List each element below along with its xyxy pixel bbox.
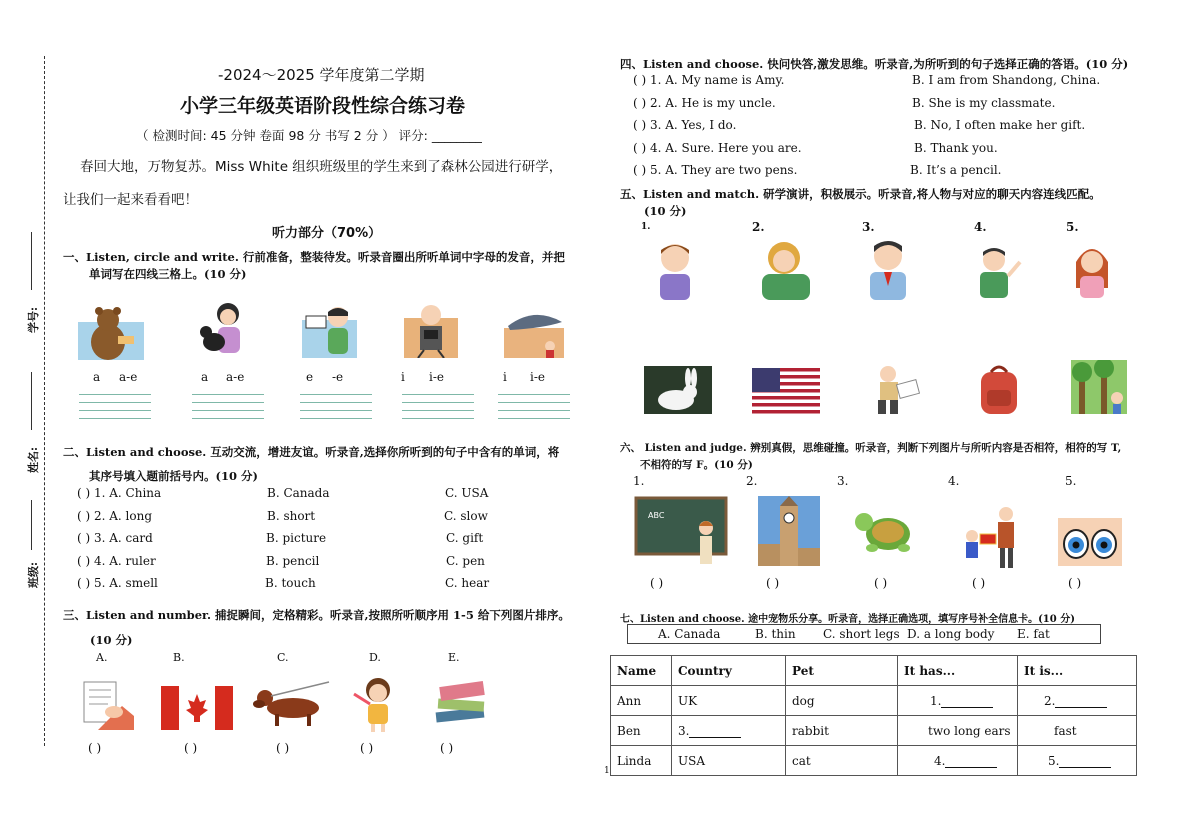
man-giving-gift-image xyxy=(960,506,1024,570)
class-line xyxy=(31,500,32,550)
writing-lines-1[interactable] xyxy=(79,394,151,422)
canada-flag-image xyxy=(161,686,233,730)
blank-5-cell[interactable] xyxy=(1018,746,1137,776)
boy-with-card-image xyxy=(302,306,357,358)
s4-q5[interactable]: ( ) 5. A. They are two pens. xyxy=(633,163,798,177)
blank-4-label: 4. xyxy=(934,753,946,768)
s6-num-1: 1. xyxy=(633,474,645,488)
forest-child-image xyxy=(1071,360,1127,414)
s2-q5[interactable]: ( ) 5. A. smell xyxy=(77,576,158,590)
blank-3-cell[interactable] xyxy=(672,716,786,746)
s6-answer-5[interactable]: ( ) xyxy=(1068,576,1082,590)
table-row xyxy=(611,686,1137,716)
s2-q2-b: B. short xyxy=(267,509,316,523)
s4-q2-b: B. She is my classmate. xyxy=(912,96,1056,110)
col-pet: Pet xyxy=(786,656,898,686)
whale-and-child-image xyxy=(504,306,564,358)
s3-letter-a: A. xyxy=(96,651,108,664)
s2-q4[interactable]: ( ) 4. A. ruler xyxy=(77,554,156,568)
s7-option-c: C. short legs xyxy=(823,627,900,641)
cell-country: UK xyxy=(672,686,786,716)
s2-q3-c: C. gift xyxy=(446,531,484,545)
dachshund-dog-image xyxy=(253,678,335,730)
s4-q1-b: B. I am from Shandong, China. xyxy=(912,73,1101,87)
boy-waving-image xyxy=(974,246,1026,298)
table-header-row xyxy=(611,656,1137,686)
turtle-image xyxy=(852,502,918,556)
s6-heading-2: 不相符的写 F。(10 分) xyxy=(640,459,753,471)
s2-q2[interactable]: ( ) 2. A. long xyxy=(77,509,153,523)
s2-q4-b: B. pencil xyxy=(266,554,320,568)
writing-lines-3[interactable] xyxy=(300,394,372,422)
s1-heading-2: 单词写在四线三格上。(10 分) xyxy=(89,267,247,281)
intro-line-1: 春回大地，万物复苏。Miss White 组织班级里的学生来到了森林公园进行研学， xyxy=(80,159,563,175)
man-with-camera-image xyxy=(404,304,458,358)
blank-5-label: 5. xyxy=(1048,753,1060,768)
s6-answer-4[interactable]: ( ) xyxy=(972,576,986,590)
col-name: Name xyxy=(611,656,672,686)
term-text: -2024～2025 学年度第二学期 xyxy=(218,66,425,84)
s4-q5-b: B. It’s a pencil. xyxy=(910,163,1002,177)
s1-opt3-b[interactable]: -e xyxy=(332,370,344,384)
s2-q3[interactable]: ( ) 3. A. card xyxy=(77,531,153,545)
stack-of-books-image xyxy=(434,676,488,728)
s3-letter-c: C. xyxy=(277,651,289,664)
col-it-has: It has... xyxy=(898,656,1018,686)
s3-answer-d[interactable]: ( ) xyxy=(360,741,374,755)
s6-num-2: 2. xyxy=(746,474,758,488)
girl-long-hair-image xyxy=(1072,242,1112,298)
writing-lines-4[interactable] xyxy=(402,394,474,422)
listening-title: 听力部分（70%） xyxy=(272,226,382,241)
s1-opt4-a[interactable]: i xyxy=(401,370,405,384)
boy-purple-shirt-image xyxy=(652,240,698,300)
class-label: 班级: xyxy=(27,561,41,589)
pet-info-table xyxy=(610,655,1137,776)
s4-q4[interactable]: ( ) 4. A. Sure. Here you are. xyxy=(633,141,802,155)
s1-opt1-b[interactable]: a-e xyxy=(119,370,138,384)
boy-red-scarf-image xyxy=(864,238,912,300)
s2-q1-c: C. USA xyxy=(445,486,489,500)
bear-eating-cake-image xyxy=(78,306,144,360)
s3-answer-e[interactable]: ( ) xyxy=(440,741,454,755)
col-it-is: It is... xyxy=(1018,656,1137,686)
s5-score: (10 分) xyxy=(644,204,687,218)
s5-num-4: 4. xyxy=(974,220,987,234)
name-label: 姓名: xyxy=(27,446,41,474)
cell-name: Ann xyxy=(611,686,672,716)
table-row xyxy=(611,746,1137,776)
girl-with-cat-image xyxy=(196,300,251,358)
s1-opt2-a[interactable]: a xyxy=(201,370,209,384)
name-line xyxy=(31,372,32,430)
s1-opt5-a[interactable]: i xyxy=(503,370,507,384)
s3-heading: 三、Listen and number. 捕捉瞬间，定格精彩。听录音,按照所听顺序用 1-5 给下列图片排序。 xyxy=(63,608,570,622)
s6-num-3: 3. xyxy=(837,474,849,488)
student-number-line xyxy=(31,232,32,290)
s1-opt2-b[interactable]: a-e xyxy=(226,370,245,384)
hand-writing-image xyxy=(78,678,134,730)
student-number-label: 学号: xyxy=(27,306,41,334)
s7-option-b: B. thin xyxy=(755,627,796,641)
blank-4-cell[interactable] xyxy=(898,746,1018,776)
blank-3-label: 3. xyxy=(678,723,690,738)
s5-heading: 五、Listen and match. 研学演讲，积极展示。听录音,将人物与对应的聊天内容连线匹配。 xyxy=(620,187,1101,201)
svg-text:ABC: ABC xyxy=(648,511,665,520)
s6-answer-1[interactable]: ( ) xyxy=(650,576,664,590)
s3-letter-b: B. xyxy=(173,651,185,664)
s2-q1-b: B. Canada xyxy=(267,486,330,500)
usa-flag-image xyxy=(752,368,820,414)
s2-heading-2: 其序号填入题前括号内。(10 分) xyxy=(89,469,258,483)
s4-q3[interactable]: ( ) 3. A. Yes, I do. xyxy=(633,118,737,132)
s2-heading-1: 二、Listen and choose. 互动交流，增进友谊。听录音,选择你所听到的句子中含有的单词，将 xyxy=(63,445,560,459)
cell-name: Linda xyxy=(611,746,672,776)
s5-num-2: 2. xyxy=(752,220,765,234)
col-country: Country xyxy=(672,656,786,686)
binding-dashed-line xyxy=(44,56,45,746)
blank-5-line[interactable] xyxy=(1059,755,1111,768)
s1-opt4-b[interactable]: i-e xyxy=(429,370,444,384)
cell-pet: rabbit xyxy=(786,716,898,746)
s1-opt3-a[interactable]: e xyxy=(306,370,314,384)
blank-3-line[interactable] xyxy=(689,725,741,738)
big-ben-image xyxy=(758,496,820,566)
girl-green-apron-image xyxy=(754,240,818,300)
white-rabbit-image xyxy=(644,366,712,414)
s4-heading: 四、Listen and choose. 快问快答,激发思维。听录音,为所听到的句子选择正确的答语。(10 分) xyxy=(620,57,1129,71)
s6-num-5: 5. xyxy=(1065,474,1077,488)
s1-opt5-b[interactable]: i-e xyxy=(530,370,545,384)
s5-num-5: 5. xyxy=(1066,220,1079,234)
writing-lines-2[interactable] xyxy=(192,394,264,422)
s2-q3-b: B. picture xyxy=(266,531,327,545)
blank-1-label: 1. xyxy=(930,693,942,708)
s7-heading: 七、Listen and choose. 途中宠物乐分享。听录音，选择正确选项，填写序号补全信息卡。(10 分) xyxy=(620,614,1075,625)
page-title: 小学三年级英语阶段性综合练习卷 xyxy=(180,95,466,117)
s7-option-d: D. a long body xyxy=(907,627,995,641)
s1-opt1-a[interactable]: a xyxy=(93,370,101,384)
cell-name: Ben xyxy=(611,716,672,746)
blank-1-cell[interactable] xyxy=(898,686,1018,716)
page-number: 1 xyxy=(604,766,610,776)
s7-option-a: A. Canada xyxy=(658,627,721,641)
cell-it-has: two long ears xyxy=(898,716,1018,746)
blank-2-line[interactable] xyxy=(1055,695,1107,708)
s7-option-e: E. fat xyxy=(1017,627,1050,641)
intro-line-2: 让我们一起来看看吧！ xyxy=(63,192,198,208)
blank-4-line[interactable] xyxy=(945,755,997,768)
s2-q5-b: B. touch xyxy=(265,576,316,590)
s2-q1[interactable]: ( ) 1. A. China xyxy=(77,486,162,500)
s3-answer-b[interactable]: ( ) xyxy=(184,741,198,755)
blank-2-label: 2. xyxy=(1044,693,1056,708)
s5-num-3: 3. xyxy=(862,220,875,234)
s5-num-1: 1. xyxy=(641,222,651,232)
s6-heading-1: 六、 Listen and judge. 辨别真假，思维碰撞。听录音，判断下列图片与所听内容是否相符，相符的写 T, xyxy=(620,442,1122,454)
s4-q3-b: B. No, I often make her gift. xyxy=(914,118,1086,132)
s4-q4-b: B. Thank you. xyxy=(914,141,998,155)
s2-q5-c: C. hear xyxy=(445,576,490,590)
s2-q4-c: C. pen xyxy=(446,554,485,568)
writing-lines-5[interactable] xyxy=(498,394,570,422)
cell-pet: dog xyxy=(786,686,898,716)
cell-country: USA xyxy=(672,746,786,776)
s3-answer-c[interactable]: ( ) xyxy=(276,741,290,755)
s6-num-4: 4. xyxy=(948,474,960,488)
s6-answer-2[interactable]: ( ) xyxy=(766,576,780,590)
blank-2-cell[interactable] xyxy=(1018,686,1137,716)
table-row xyxy=(611,716,1137,746)
s2-q2-c: C. slow xyxy=(444,509,488,523)
test-info: （ 检测时间: 45 分钟 卷面 98 分 书写 2 分 ） 评分: ________ xyxy=(136,128,482,143)
s3-letter-e: E. xyxy=(448,651,460,664)
cell-pet: cat xyxy=(786,746,898,776)
s4-q1[interactable]: ( ) 1. A. My name is Amy. xyxy=(633,73,785,87)
s4-q2[interactable]: ( ) 2. A. He is my uncle. xyxy=(633,96,776,110)
s6-answer-3[interactable]: ( ) xyxy=(874,576,888,590)
s1-heading-1: 一、Listen, circle and write. 行前准备，整装待发。听录音圈出所听单词中字母的发音，并把 xyxy=(63,250,565,264)
s3-score: (10 分) xyxy=(90,633,133,647)
teacher-blackboard-image xyxy=(634,496,728,566)
cell-it-is: fast xyxy=(1018,716,1137,746)
boy-reading-book-image xyxy=(874,364,920,414)
s3-answer-a[interactable]: ( ) xyxy=(88,741,102,755)
girl-with-pencil-image xyxy=(352,674,402,732)
big-eyes-image xyxy=(1058,518,1122,566)
blank-1-line[interactable] xyxy=(941,695,993,708)
s3-letter-d: D. xyxy=(369,651,381,664)
red-backpack-image xyxy=(973,364,1025,416)
